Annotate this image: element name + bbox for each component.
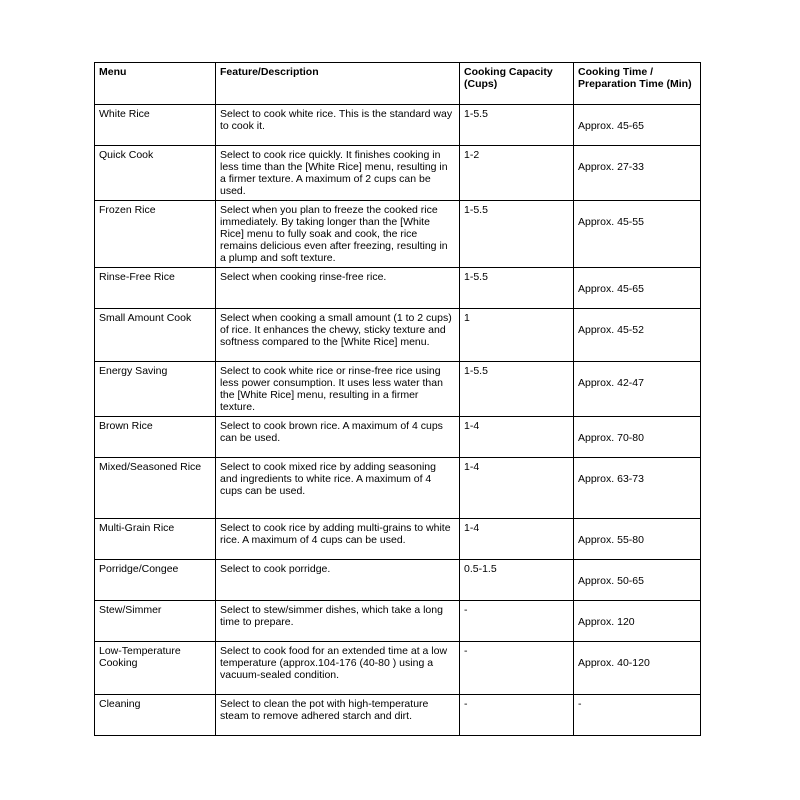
feature-cell: Select when cooking a small amount (1 to 2 cups) of rice. It enhances the chewy, sticky texture and softness compared to the [White Rice] menu. bbox=[216, 309, 460, 362]
menu-cell: Energy Saving bbox=[95, 362, 216, 417]
capacity-cell: 1-5.5 bbox=[460, 105, 574, 146]
menu-cell: White Rice bbox=[95, 105, 216, 146]
menu-cell: Low-Temperature Cooking bbox=[95, 642, 216, 695]
time-cell bbox=[574, 268, 701, 309]
table-row bbox=[95, 458, 701, 519]
menu-cell: Brown Rice bbox=[95, 417, 216, 458]
time-cell bbox=[574, 601, 701, 642]
time-value: Approx. 55-80 bbox=[578, 534, 644, 546]
feature-cell: Select to cook mixed rice by adding seasoning and ingredients to white rice. A maximum of 4 cups can be used. bbox=[216, 458, 460, 519]
table-row bbox=[95, 309, 701, 362]
feature-cell: Select to stew/simmer dishes, which take a long time to prepare. bbox=[216, 601, 460, 642]
time-value: Approx. 120 bbox=[578, 616, 635, 628]
table-row bbox=[95, 560, 701, 601]
menu-cell: Porridge/Congee bbox=[95, 560, 216, 601]
menu-cell: Multi-Grain Rice bbox=[95, 519, 216, 560]
capacity-cell: - bbox=[460, 642, 574, 695]
menu-cell: Frozen Rice bbox=[95, 201, 216, 268]
table-row bbox=[95, 695, 701, 736]
time-value: Approx. 45-65 bbox=[578, 120, 644, 132]
time-value: Approx. 70-80 bbox=[578, 432, 644, 444]
table-row bbox=[95, 146, 701, 201]
feature-cell: Select when cooking rinse-free rice. bbox=[216, 268, 460, 309]
table-row bbox=[95, 601, 701, 642]
capacity-cell: 1-5.5 bbox=[460, 268, 574, 309]
time-cell bbox=[574, 695, 701, 736]
capacity-cell: 1-5.5 bbox=[460, 201, 574, 268]
feature-cell: Select to cook food for an extended time at a low temperature (approx.104-176 (40-80 ) using a vacuum-sealed condition. bbox=[216, 642, 460, 695]
menu-cell: Quick Cook bbox=[95, 146, 216, 201]
menu-cell: Rinse-Free Rice bbox=[95, 268, 216, 309]
capacity-cell: 0.5-1.5 bbox=[460, 560, 574, 601]
capacity-cell: - bbox=[460, 695, 574, 736]
table-row bbox=[95, 201, 701, 268]
capacity-cell: 1-5.5 bbox=[460, 362, 574, 417]
time-value: Approx. 45-52 bbox=[578, 324, 644, 336]
menu-cell: Mixed/Seasoned Rice bbox=[95, 458, 216, 519]
header-menu: Menu bbox=[95, 63, 216, 105]
feature-cell: Select to cook rice quickly. It finishes cooking in less time than the [White Rice] menu, resulting in a firmer texture. A maximum of 2 cups can be used. bbox=[216, 146, 460, 201]
time-cell bbox=[574, 201, 701, 268]
feature-cell: Select when you plan to freeze the cooked rice immediately. By taking longer than the [White Rice] menu to fully soak and cook, the rice remains delicious even after freezing, resulting in a plump and soft texture. bbox=[216, 201, 460, 268]
capacity-cell: 1-4 bbox=[460, 519, 574, 560]
capacity-cell: 1-4 bbox=[460, 458, 574, 519]
time-cell bbox=[574, 519, 701, 560]
feature-cell: Select to cook porridge. bbox=[216, 560, 460, 601]
time-cell bbox=[574, 309, 701, 362]
table-row bbox=[95, 362, 701, 417]
cooking-menu-table bbox=[94, 62, 701, 736]
header-feature: Feature/Description bbox=[216, 63, 460, 105]
time-cell bbox=[574, 417, 701, 458]
menu-cell: Cleaning bbox=[95, 695, 216, 736]
feature-cell: Select to cook white rice. This is the standard way to cook it. bbox=[216, 105, 460, 146]
table-body bbox=[95, 105, 701, 736]
time-value: Approx. 27-33 bbox=[578, 161, 644, 173]
menu-cell: Stew/Simmer bbox=[95, 601, 216, 642]
time-value: Approx. 45-65 bbox=[578, 283, 644, 295]
time-cell bbox=[574, 146, 701, 201]
time-value: Approx. 40-120 bbox=[578, 657, 650, 669]
table-row bbox=[95, 268, 701, 309]
time-cell bbox=[574, 642, 701, 695]
capacity-cell: 1 bbox=[460, 309, 574, 362]
capacity-cell: 1-2 bbox=[460, 146, 574, 201]
time-cell bbox=[574, 105, 701, 146]
time-cell bbox=[574, 362, 701, 417]
menu-cell: Small Amount Cook bbox=[95, 309, 216, 362]
feature-cell: Select to cook brown rice. A maximum of 4 cups can be used. bbox=[216, 417, 460, 458]
time-value: Approx. 50-65 bbox=[578, 575, 644, 587]
table-header-row bbox=[95, 63, 701, 105]
time-cell bbox=[574, 458, 701, 519]
feature-cell: Select to clean the pot with high-temperature steam to remove adhered starch and dirt. bbox=[216, 695, 460, 736]
table-row bbox=[95, 642, 701, 695]
capacity-cell: 1-4 bbox=[460, 417, 574, 458]
capacity-cell: - bbox=[460, 601, 574, 642]
time-value: Approx. 63-73 bbox=[578, 473, 644, 485]
time-value: - bbox=[578, 698, 582, 710]
table-row bbox=[95, 105, 701, 146]
table-row bbox=[95, 519, 701, 560]
table-row bbox=[95, 417, 701, 458]
header-capacity: Cooking Capacity (Cups) bbox=[460, 63, 574, 105]
feature-cell: Select to cook rice by adding multi-grains to white rice. A maximum of 4 cups can be used. bbox=[216, 519, 460, 560]
header-time: Cooking Time / Preparation Time (Min) bbox=[574, 63, 701, 105]
time-value: Approx. 42-47 bbox=[578, 377, 644, 389]
feature-cell: Select to cook white rice or rinse-free rice using less power consumption. It uses less water than the [White Rice] menu, resulting in a firmer texture. bbox=[216, 362, 460, 417]
time-cell bbox=[574, 560, 701, 601]
time-value: Approx. 45-55 bbox=[578, 216, 644, 228]
